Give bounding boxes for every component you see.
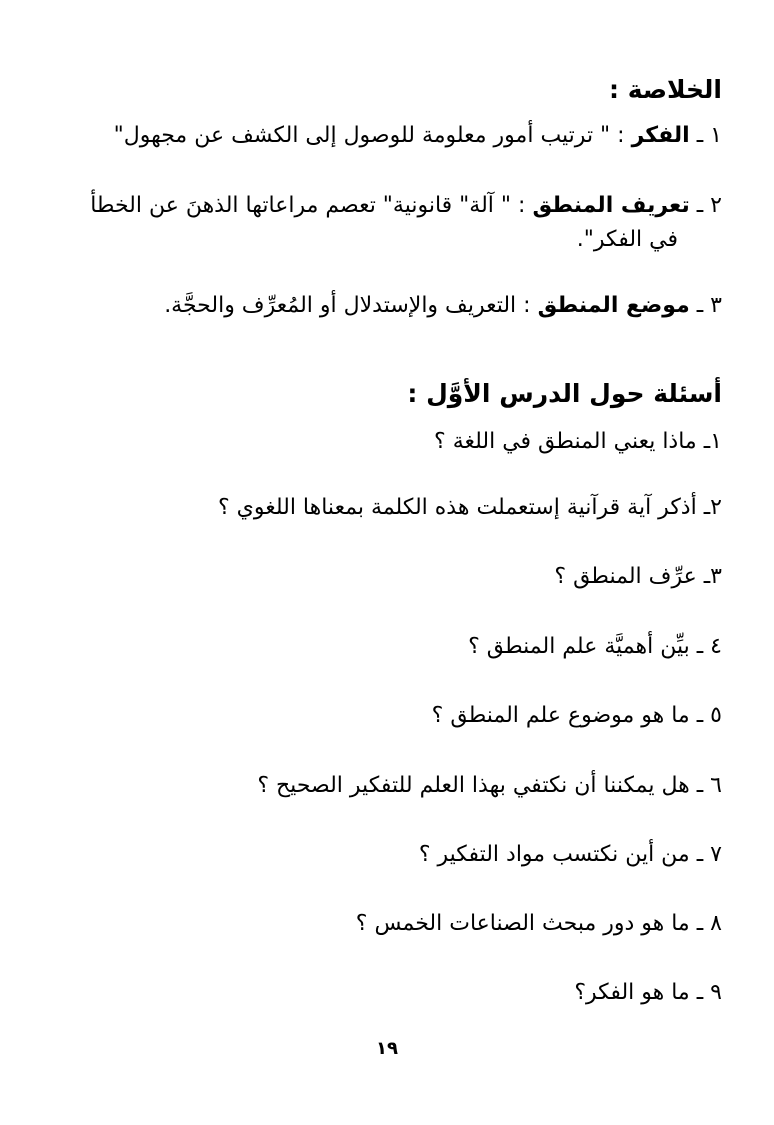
question-number: ٦ ـ	[696, 773, 722, 798]
question-number: ٤ ـ	[696, 634, 722, 659]
item-text: : " ترتيب أمور معلومة للوصول إلى الكشف عن مجهول"	[113, 123, 625, 148]
item-term: موضع المنطق	[537, 293, 690, 318]
question-text: هل يمكننا أن نكتفي بهذا العلم للتفكير الصحيح ؟	[257, 773, 690, 798]
summary-heading: الخلاصة :	[609, 75, 722, 104]
question-text: ماذا يعني المنطق في اللغة ؟	[434, 429, 697, 454]
question-6	[257, 770, 722, 802]
question-number: ٩ ـ	[696, 980, 722, 1005]
question-number: ٧ ـ	[696, 842, 722, 867]
question-number: ٣ـ	[703, 564, 722, 589]
summary-item-3	[164, 290, 722, 322]
question-text: من أين نكتسب مواد التفكير ؟	[418, 842, 690, 867]
questions-heading: أسئلة حول الدرس الأوَّل :	[407, 379, 722, 408]
question-4	[468, 631, 722, 663]
question-text: ما هو دور مبحث الصناعات الخمس ؟	[355, 911, 690, 936]
question-7	[419, 839, 722, 871]
question-text: أذكر آية قرآنية إستعملت هذه الكلمة بمعناها اللغوي ؟	[217, 495, 697, 520]
page-number: ١٩	[376, 1038, 398, 1059]
summary-item-2	[90, 190, 722, 222]
question-text: عرِّف المنطق ؟	[554, 564, 697, 589]
item-number: ١ ـ	[696, 123, 722, 148]
question-9	[574, 977, 722, 1009]
item-number: ٣ ـ	[696, 293, 722, 318]
item-text: : " آلة" قانونية" تعصم مراعاتها الذهنَ عن الخطأ	[90, 193, 526, 218]
question-2	[218, 492, 722, 524]
question-text: بيِّن أهميَّة علم المنطق ؟	[468, 634, 690, 659]
question-3	[554, 561, 722, 593]
summary-item-1	[114, 120, 722, 152]
question-1	[434, 426, 722, 458]
item-term: تعريف المنطق	[532, 193, 690, 218]
question-number: ١ـ	[703, 429, 722, 454]
summary-item-2-continuation: في الفكر".	[576, 227, 678, 252]
question-number: ٥ ـ	[696, 703, 722, 728]
question-text: ما هو موضوع علم المنطق ؟	[431, 703, 690, 728]
item-number: ٢ ـ	[696, 193, 722, 218]
question-8	[356, 908, 722, 940]
question-5	[432, 700, 722, 732]
question-text: ما هو الفكر؟	[574, 980, 690, 1005]
question-number: ٢ـ	[703, 495, 722, 520]
question-number: ٨ ـ	[696, 911, 722, 936]
item-text: : التعريف والإستدلال أو المُعرِّف والحجَّة.	[164, 293, 531, 318]
item-term: الفكر	[631, 123, 690, 148]
